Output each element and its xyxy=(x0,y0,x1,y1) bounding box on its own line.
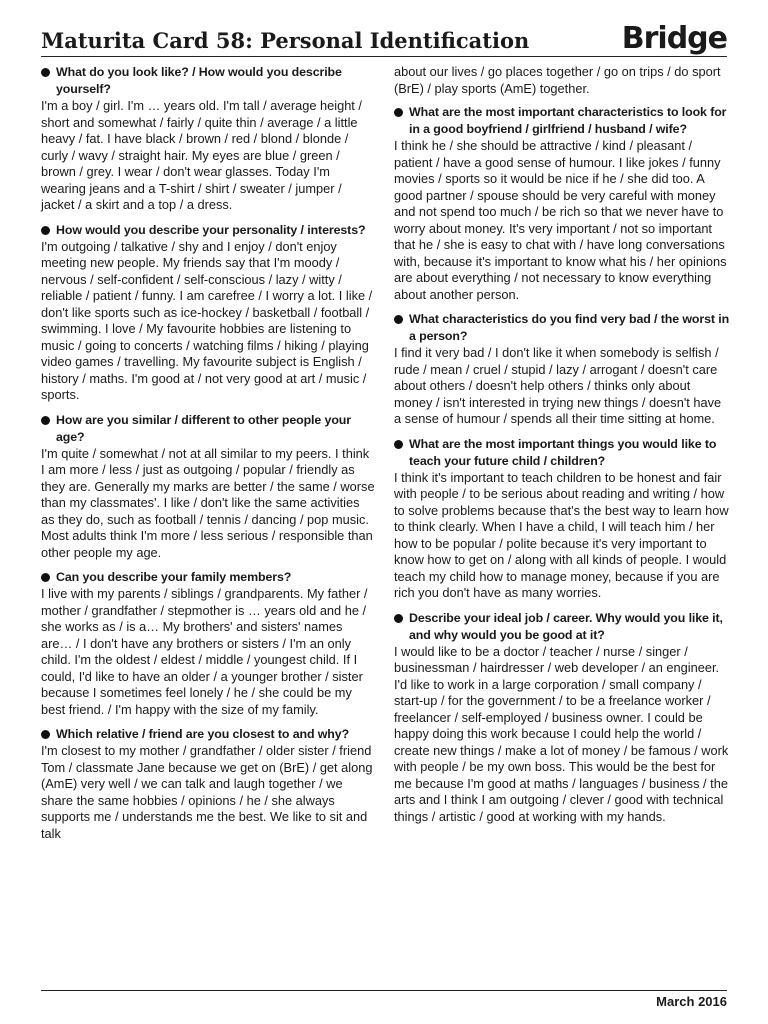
right-column xyxy=(394,64,730,833)
bullet-icon xyxy=(394,108,403,117)
footer-date: March 2016 xyxy=(656,994,727,1009)
section-bad-traits xyxy=(394,311,730,428)
bullet-icon xyxy=(394,614,403,623)
section-teach-children xyxy=(394,436,730,602)
section-personality xyxy=(41,222,375,404)
bullet-icon xyxy=(394,440,403,449)
question-heading xyxy=(394,610,730,644)
answer-text: I'm outgoing / talkative / shy and I enjoy / don't enjoy meeting new people. My friends say that I'm moody / nervous / self-confident / self-conscious / lazy / witty / reliable / patient / funny. I am carefree / I worry a lot. I like / don't like sports such as ice-hockey / basketball / football / swimming. I love / My favourite hobbies are listening to music / going to concerts / watching films / hiking / playing video games / travelling. My favourite subject is English / history / maths. I'm good at / not very good at art / music / sports. xyxy=(41,238,373,402)
bullet-icon xyxy=(41,226,50,235)
answer-text: I would like to be a doctor / teacher / nurse / singer / businessman / hairdresser / web developer / an engineer. I'd like to work in a large corporation / small company / start-up / for the government / to be a freelance worker / freelancer / self-employed / business owner. I could be happy doing this work because I could help the world / create new things / make a lot of money / be famous / work with people / be my own boss. This would be the best for me because I'm good at maths / languages / business / the arts and I think I am outgoing / clever / good with technical things / artistic / good at working with my hands. xyxy=(394,643,729,824)
question-text: What are the most important characteristics to look for in a good boyfriend / girlfriend / husband / wife? xyxy=(409,105,727,136)
question-text: Describe your ideal job / career. Why would you like it, and why would you be good at it? xyxy=(409,610,723,642)
bullet-icon xyxy=(41,68,50,77)
question-heading xyxy=(41,726,375,743)
brand-logo: Bridge xyxy=(621,21,727,56)
left-column xyxy=(41,64,375,850)
section-closest-relative xyxy=(41,726,375,842)
question-heading xyxy=(41,64,375,98)
bullet-icon xyxy=(41,416,50,425)
answer-text: I live with my parents / siblings / grandparents. My father / mother / grandfather / stepmother is … years old and he / she works as / is a… My brothers' and sisters' names are… / I don't have any brothers or sisters / I'm an only child. I'm the oldest / eldest / middle / youngest child. If I could, I'd like to have an older / a younger brother / sister because I sometimes feel lonely / he / she could be my best friend. / I'm happy with the size of my family. xyxy=(41,586,368,717)
page-header xyxy=(41,16,727,57)
answer-text: I'm closest to my mother / grandfather / older sister / friend Tom / classmate Jane because we get on (BrE) / get along (AmE) very well / we can talk and laugh together / we share the same hobbies / opinions / he / she always supports me / understands me the best. We like to sit and talk xyxy=(41,743,373,841)
question-heading xyxy=(394,436,730,470)
question-heading xyxy=(41,222,375,239)
bullet-icon xyxy=(41,573,50,582)
answer-continuation: about our lives / go places together / go on trips / do sport (BrE) / play sports (AmE) together. xyxy=(394,64,721,96)
page-title: Maturita Card 58: Personal Identification xyxy=(41,28,530,53)
question-heading xyxy=(394,311,730,345)
footer-divider xyxy=(41,990,727,991)
bullet-icon xyxy=(394,315,403,324)
section-peers xyxy=(41,412,375,562)
question-text: How are you similar / different to other people your age? xyxy=(56,412,351,444)
question-heading xyxy=(41,412,375,446)
question-text: What do you look like? / How would you describe yourself? xyxy=(56,65,342,96)
answer-text: I find it very bad / I don't like it when somebody is selfish / rude / mean / cruel / stupid / lazy / arrogant / doesn't care about others / doesn't help others / thinks only about money / isn't interested in trying new things / doesn't have a sense of humour / spends all their time sitting at home. xyxy=(394,345,722,426)
answer-text: I'm a boy / girl. I'm … years old. I'm tall / average height / short and somewhat / fairly / quite thin / average / a little heavy / fat. I have black / brown / red / blond / blonde / curly / wavy / straight hair. My eyes are blue / green / brown / grey. I wear / don't wear glasses. Today I'm wearing jeans and a T-shirt / shirt / sweater / jumper / jacket / a skirt and a top / a dress. xyxy=(41,98,362,212)
question-text: Can you describe your family members? xyxy=(56,570,292,584)
section-family xyxy=(41,569,375,718)
bullet-icon xyxy=(41,730,50,739)
question-text: What are the most important things you would like to teach your future child / children? xyxy=(409,436,717,468)
question-text: How would you describe your personality / interests? xyxy=(56,222,366,237)
section-appearance xyxy=(41,64,375,214)
answer-text: I'm quite / somewhat / not at all similar to my peers. I think I am more / less / just as outgoing / popular / friendly as they are. Generally my marks are better / the same / worse than my classmates'. I like / don't like the same activities as they do, such as football / tennis / dancing / pop music. Most adults think I'm more / less serious / responsible than other people my age. xyxy=(41,445,375,560)
question-text: What characteristics do you find very bad / the worst in a person? xyxy=(409,312,730,343)
section-partner xyxy=(394,104,730,303)
answer-text: I think it's important to teach children to be honest and fair with people / to be serious about reading and writing / how to solve problems because that's the best way to learn how to think clearly. When I have a child, I will teach him / her how to be popular / polite because it's very important to know how to get on / along with all kinds of people. I would teach my child how to manage money, because if you are rich you don't have as many worries. xyxy=(394,469,729,600)
section-ideal-job xyxy=(394,610,730,826)
question-heading xyxy=(41,569,375,586)
answer-text: I think he / she should be attractive / kind / pleasant / patient / have a good sense of humour. I like jokes / funny movies / sports so it would be nice if he / she did too. A good partner / spouse should be very careful with money and not spend too much / be rich so that we never have to worry about money. It's very important / not so important that he / she is easy to chat with / have long conversations with, because it's important to know what his / her opinions are about everything / not necessary to know everything about another person. xyxy=(394,138,727,302)
question-text: Which relative / friend are you closest to and why? xyxy=(56,727,350,741)
question-heading xyxy=(394,104,730,138)
